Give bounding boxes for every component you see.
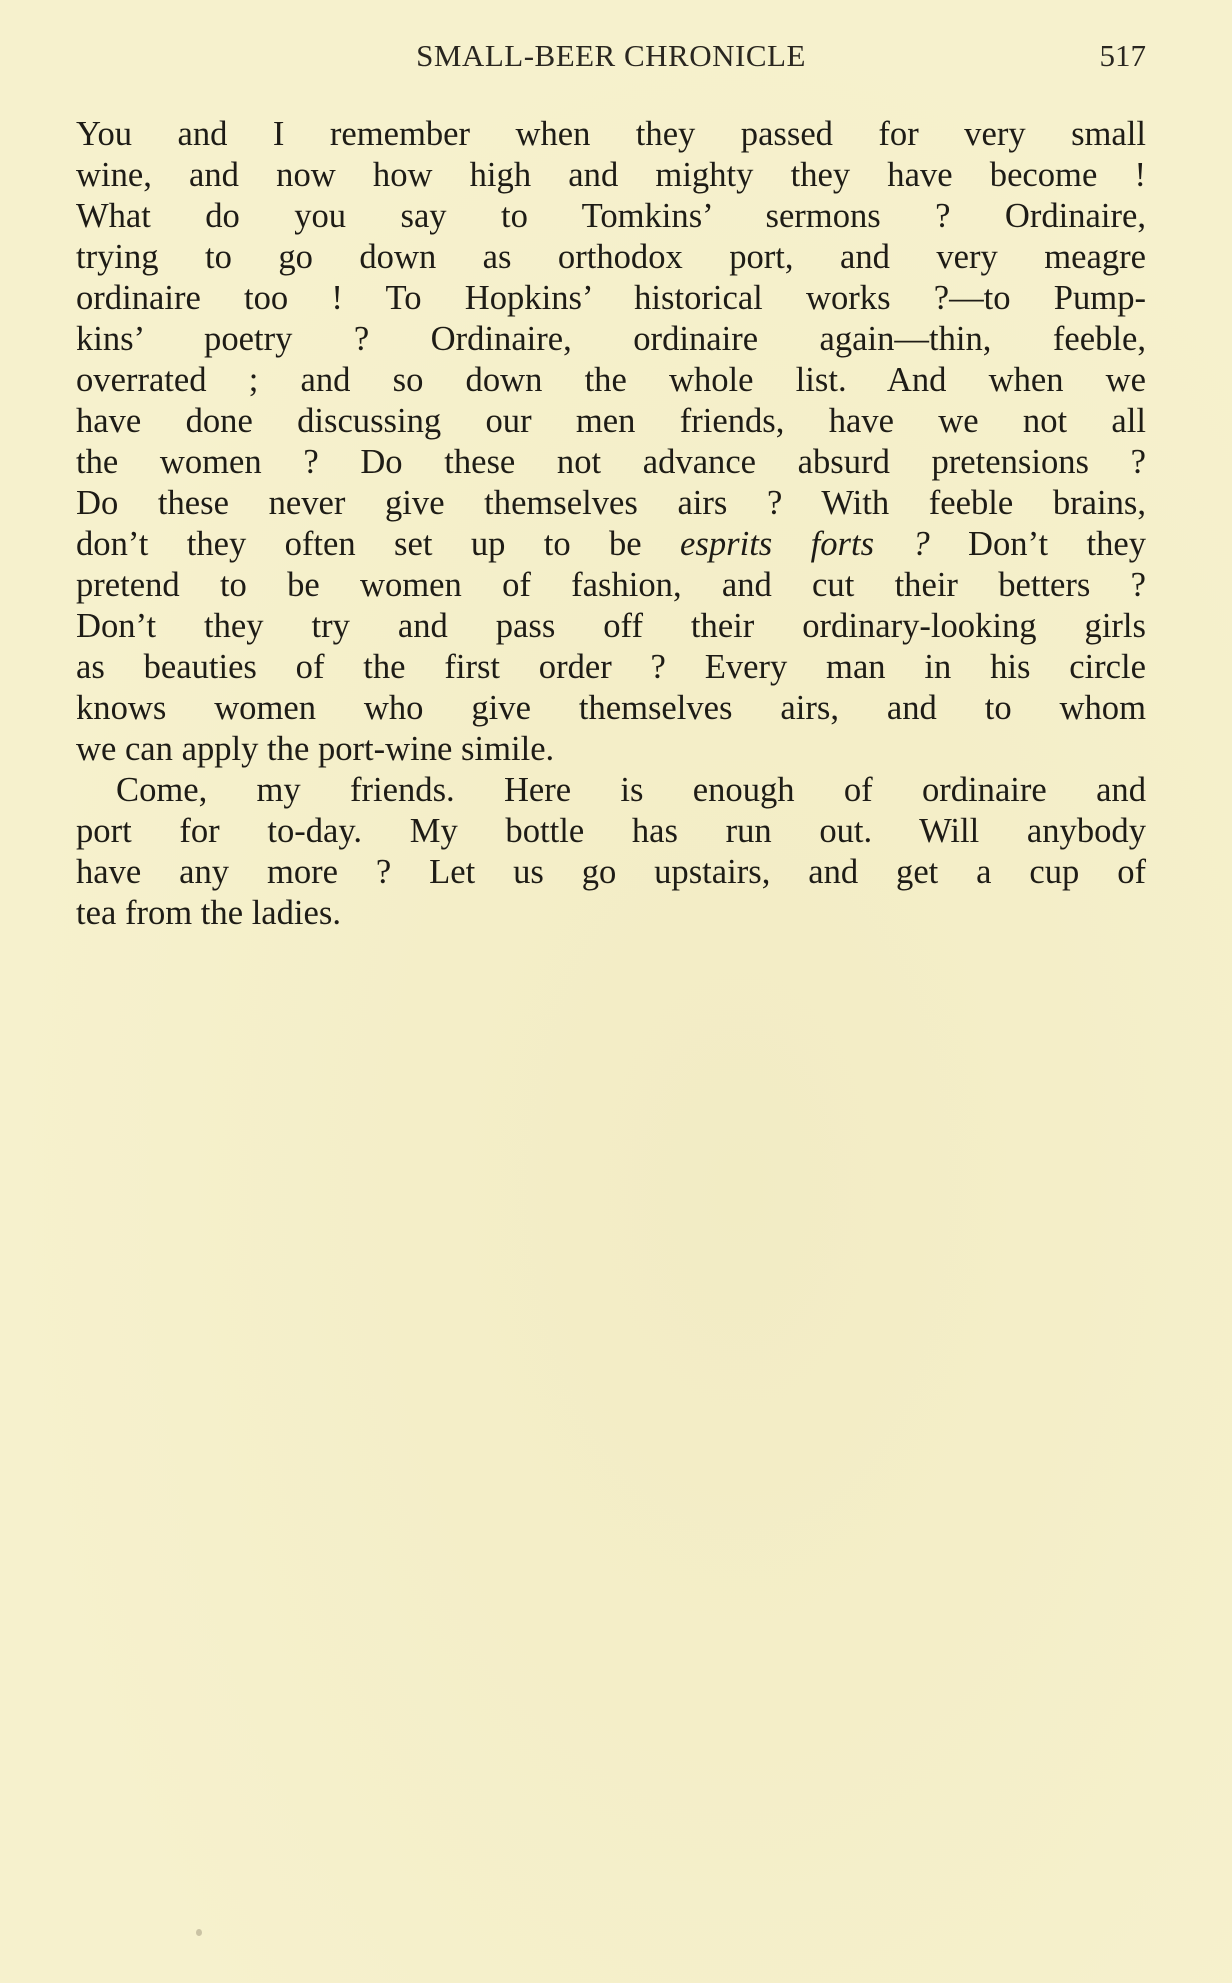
running-head	[76, 38, 1146, 82]
text-line: Come, my friends. Here is enough of ordinaire and	[116, 771, 1146, 809]
running-title: SMALL-BEER CHRONICLE	[416, 38, 806, 73]
text-line: port for to-day. My bottle has run out. Will anybody	[76, 812, 1146, 850]
text-line: You and I remember when they passed for very small	[76, 115, 1146, 153]
text-line: knows women who give themselves airs, and to whom	[76, 689, 1146, 727]
text-line: overrated ; and so down the whole list. And when we	[76, 361, 1146, 399]
text-line: wine, and now how high and mighty they have become !	[76, 156, 1146, 194]
text-line: Don’t they try and pass off their ordinary-looking girls	[76, 607, 1146, 645]
text-line: we can apply the port-wine simile.	[76, 730, 555, 768]
text-line: as beauties of the first order ? Every man in his circle	[76, 648, 1146, 686]
text-line: have done discussing our men friends, have we not all	[76, 402, 1146, 440]
paragraph-2	[76, 770, 1146, 934]
text-line: tea from the ladies.	[76, 894, 341, 932]
text-segment: Don’t they	[929, 525, 1146, 563]
paragraph-1	[76, 114, 1146, 770]
text-line: pretend to be women of fashion, and cut their betters ?	[76, 566, 1146, 604]
text-line: Do these never give themselves airs ? With feeble brains,	[76, 484, 1146, 522]
text-line: the women ? Do these not advance absurd pretensions ?	[76, 443, 1146, 481]
text-line: What do you say to Tomkins’ sermons ? Ordinaire,	[76, 197, 1146, 235]
text-line: kins’ poetry ? Ordinaire, ordinaire again—thin, feeble,	[76, 320, 1146, 358]
page-number: 517	[1099, 38, 1146, 73]
text-line: ordinaire too ! To Hopkins’ historical works ?—to Pump-	[76, 279, 1146, 317]
body-text	[76, 114, 1146, 934]
text-line: trying to go down as orthodox port, and very meagre	[76, 238, 1146, 276]
text-segment: don’t they often set up to be	[76, 525, 681, 563]
italic-phrase: esprits forts ?	[680, 525, 930, 563]
text-line: have any more ? Let us go upstairs, and get a cup of	[76, 853, 1146, 891]
text-line-with-italic	[76, 524, 1146, 565]
paper-speck	[196, 1929, 202, 1936]
